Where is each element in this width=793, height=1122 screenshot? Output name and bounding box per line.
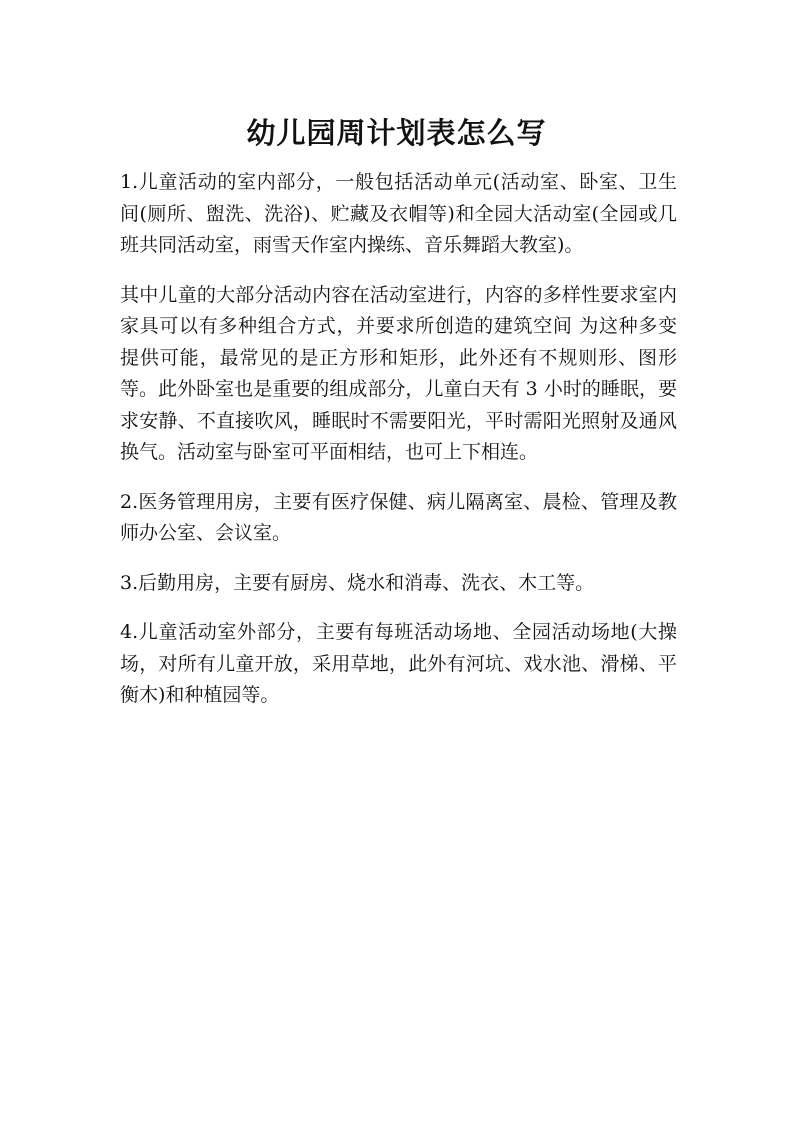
document-body — [120, 167, 677, 730]
paragraph-logistics: 3.后勤用房，主要有厨房、烧水和消毒、洗衣、木工等。 — [120, 571, 595, 594]
paragraph-medical-management: 2.医务管理用房，主要有医疗保健、病儿隔离室、晨检、管理及教师办公室、会议室。 — [120, 490, 677, 544]
paragraph-outdoor-activity: 4.儿童活动室外部分，主要有每班活动场地、全园活动场地(大操场，对所有儿童开放，采用草地，此外有河坑、戏水池、滑梯、平衡木)和种植园等。 — [120, 621, 677, 706]
paragraph-indoor-activity: 1.儿童活动的室内部分，一般包括活动单元(活动室、卧室、卫生间(厕所、盥洗、洗浴)、贮藏及衣帽等)和全园大活动室(全园或几班共同活动室，雨雪天作室内操练、音乐舞蹈大教室)。 — [120, 171, 677, 256]
page-title: 幼儿园周计划表怎么写 — [246, 116, 547, 151]
paragraph-activity-room-details: 其中儿童的大部分活动内容在活动室进行，内容的多样性要求室内家具可以有多种组合方式，并要求所创造的建筑空间 为这种多变提供可能，最常见的是正方形和矩形，此外还有不规则形、图形等。此外卧室也是重要的组成部分，儿童白天有 3 小时的睡眠，要求安静、不直接吹风，睡眠时不需要阳光，平时需阳光照射及通风换气。活动室与卧室可平面相结，也可上下相连。 — [120, 283, 677, 463]
